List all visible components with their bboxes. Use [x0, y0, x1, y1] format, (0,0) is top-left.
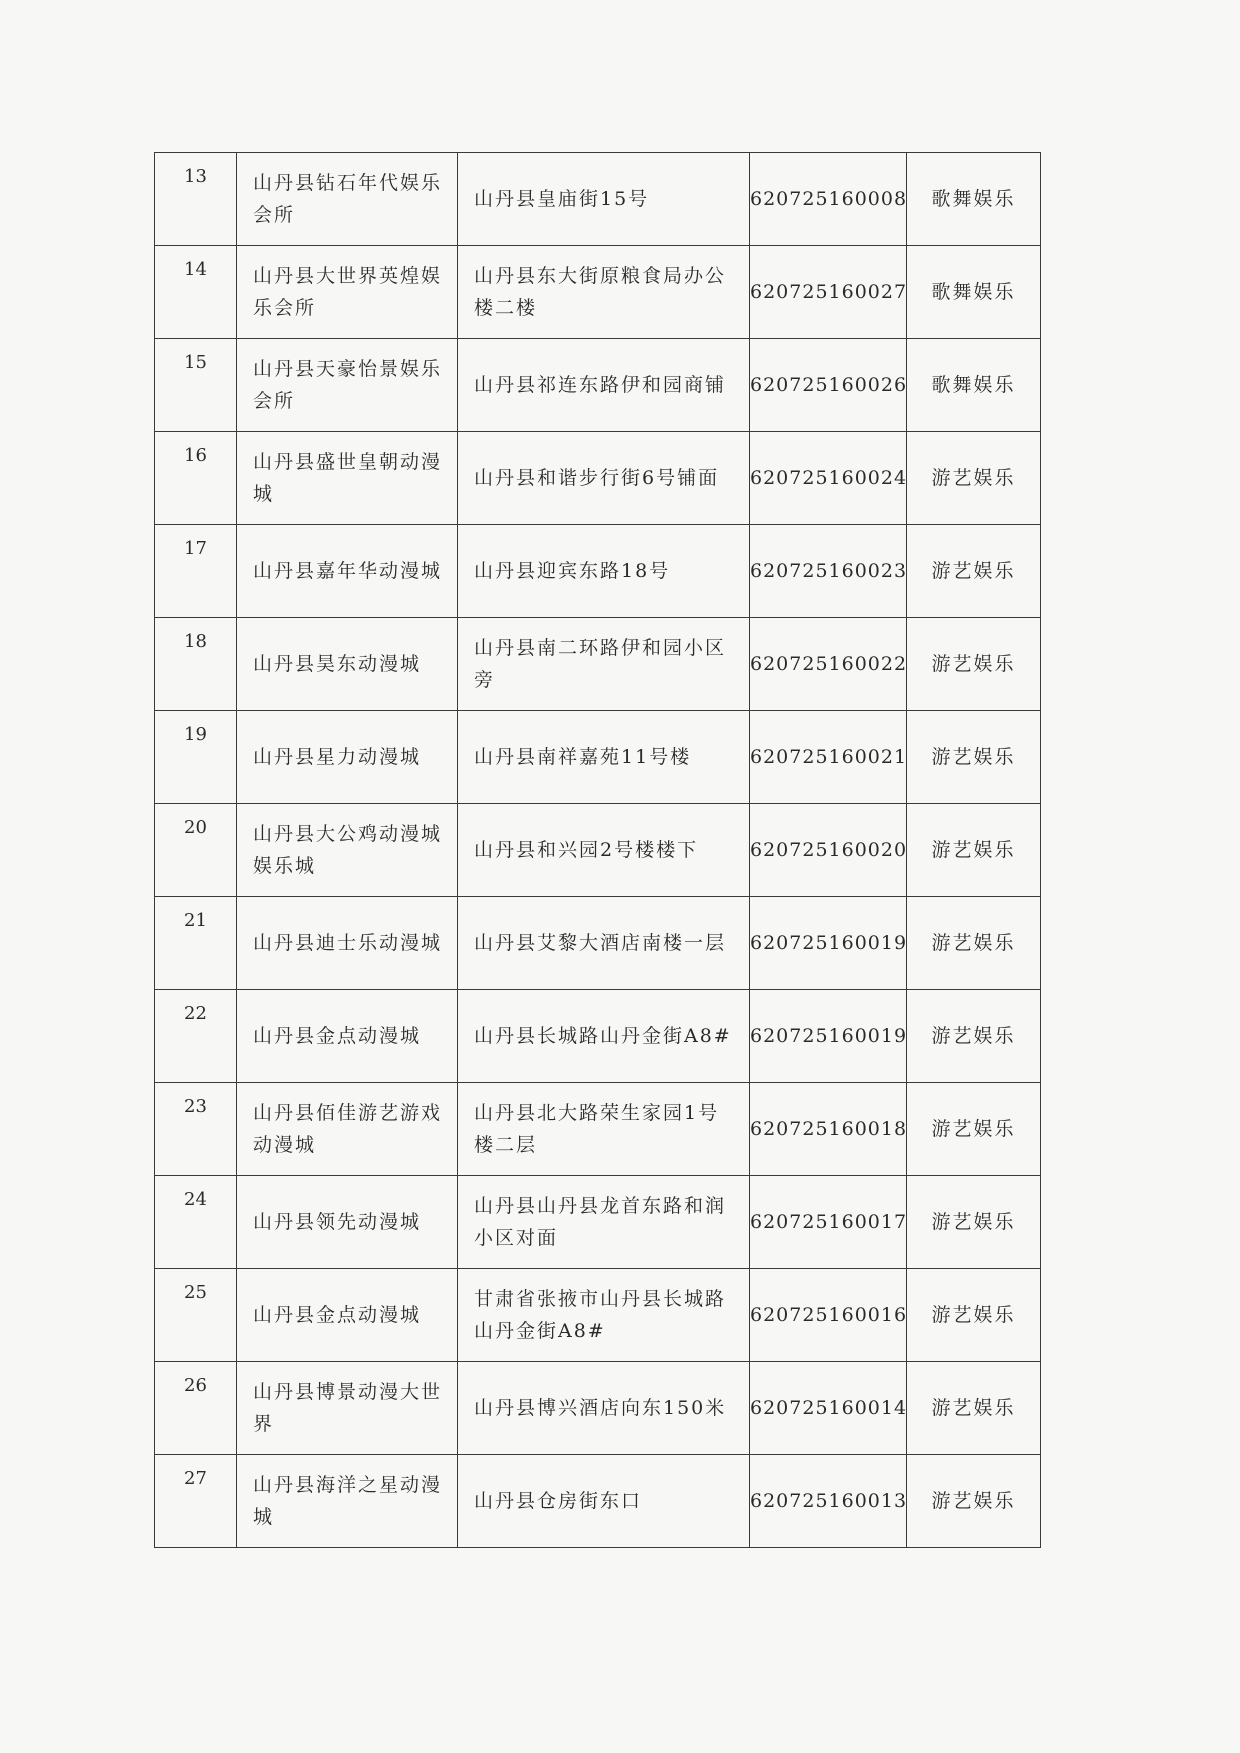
row-number-label: 20 [184, 817, 207, 838]
venue-registry-table [154, 152, 1041, 1548]
address-cell: 山丹县皇庙街15号 [458, 153, 750, 246]
address-cell: 山丹县迎宾东路18号 [458, 525, 750, 618]
row-number-label: 23 [184, 1096, 207, 1117]
address-cell: 山丹县长城路山丹金街A8# [458, 990, 750, 1083]
address-cell: 山丹县东大街原粮食局办公楼二楼 [458, 246, 750, 339]
address-cell: 甘肃省张掖市山丹县长城路山丹金街A8# [458, 1269, 750, 1362]
row-number [155, 897, 237, 990]
business-type-cell: 游艺娱乐 [907, 1176, 1041, 1269]
table-row [155, 246, 1041, 339]
license-code-cell: 620725160020 [750, 804, 907, 897]
row-number-label: 14 [184, 259, 207, 280]
row-number-label: 15 [184, 352, 207, 373]
row-number-label: 25 [184, 1282, 207, 1303]
table-row [155, 1362, 1041, 1455]
license-code-cell: 620725160026 [750, 339, 907, 432]
venue-name-cell: 山丹县博景动漫大世界 [237, 1362, 458, 1455]
venue-name-cell: 山丹县海洋之星动漫城 [237, 1455, 458, 1548]
venue-name-cell: 山丹县盛世皇朝动漫城 [237, 432, 458, 525]
row-number [155, 153, 237, 246]
address-cell: 山丹县仓房街东口 [458, 1455, 750, 1548]
business-type-cell: 游艺娱乐 [907, 1083, 1041, 1176]
venue-name-cell: 山丹县领先动漫城 [237, 1176, 458, 1269]
license-code-cell: 620725160019 [750, 990, 907, 1083]
row-number [155, 618, 237, 711]
row-number-label: 22 [184, 1003, 207, 1024]
row-number-label: 18 [184, 631, 207, 652]
address-cell: 山丹县山丹县龙首东路和润小区对面 [458, 1176, 750, 1269]
business-type-cell: 游艺娱乐 [907, 432, 1041, 525]
business-type-cell: 游艺娱乐 [907, 1455, 1041, 1548]
table-row [155, 1083, 1041, 1176]
row-number-label: 13 [184, 166, 207, 187]
table-row [155, 897, 1041, 990]
license-code-cell: 620725160014 [750, 1362, 907, 1455]
venue-name-cell: 山丹县嘉年华动漫城 [237, 525, 458, 618]
row-number [155, 432, 237, 525]
business-type-cell: 歌舞娱乐 [907, 246, 1041, 339]
table-row [155, 339, 1041, 432]
table-row [155, 990, 1041, 1083]
venue-name-cell: 山丹县昊东动漫城 [237, 618, 458, 711]
license-code-cell: 620725160023 [750, 525, 907, 618]
table-row [155, 804, 1041, 897]
business-type-cell: 歌舞娱乐 [907, 153, 1041, 246]
venue-name-cell: 山丹县金点动漫城 [237, 990, 458, 1083]
table-row [155, 432, 1041, 525]
venue-name-cell: 山丹县金点动漫城 [237, 1269, 458, 1362]
business-type-cell: 游艺娱乐 [907, 990, 1041, 1083]
license-code-cell: 620725160016 [750, 1269, 907, 1362]
row-number-label: 19 [184, 724, 207, 745]
license-code-cell: 620725160008 [750, 153, 907, 246]
venue-name-cell: 山丹县钻石年代娱乐会所 [237, 153, 458, 246]
license-code-cell: 620725160021 [750, 711, 907, 804]
table-row [155, 153, 1041, 246]
business-type-cell: 游艺娱乐 [907, 804, 1041, 897]
address-cell: 山丹县和兴园2号楼楼下 [458, 804, 750, 897]
license-code-cell: 620725160022 [750, 618, 907, 711]
address-cell: 山丹县和谐步行街6号铺面 [458, 432, 750, 525]
license-code-cell: 620725160017 [750, 1176, 907, 1269]
row-number-label: 24 [184, 1189, 207, 1210]
license-code-cell: 620725160019 [750, 897, 907, 990]
row-number-label: 17 [184, 538, 207, 559]
row-number [155, 1269, 237, 1362]
business-type-cell: 游艺娱乐 [907, 618, 1041, 711]
business-type-cell: 游艺娱乐 [907, 525, 1041, 618]
business-type-cell: 游艺娱乐 [907, 1269, 1041, 1362]
table-row [155, 525, 1041, 618]
row-number-label: 21 [184, 910, 207, 931]
row-number [155, 1362, 237, 1455]
row-number [155, 1455, 237, 1548]
row-number-label: 26 [184, 1375, 207, 1396]
business-type-cell: 歌舞娱乐 [907, 339, 1041, 432]
business-type-cell: 游艺娱乐 [907, 897, 1041, 990]
venue-name-cell: 山丹县星力动漫城 [237, 711, 458, 804]
license-code-cell: 620725160024 [750, 432, 907, 525]
row-number [155, 804, 237, 897]
table-row [155, 1269, 1041, 1362]
row-number-label: 16 [184, 445, 207, 466]
table-row [155, 1176, 1041, 1269]
license-code-cell: 620725160018 [750, 1083, 907, 1176]
table-body [155, 153, 1041, 1548]
address-cell: 山丹县艾黎大酒店南楼一层 [458, 897, 750, 990]
row-number [155, 1176, 237, 1269]
address-cell: 山丹县南祥嘉苑11号楼 [458, 711, 750, 804]
venue-name-cell: 山丹县大世界英煌娱乐会所 [237, 246, 458, 339]
license-code-cell: 620725160013 [750, 1455, 907, 1548]
row-number [155, 246, 237, 339]
row-number [155, 990, 237, 1083]
row-number [155, 711, 237, 804]
row-number-label: 27 [184, 1468, 207, 1489]
table-row [155, 618, 1041, 711]
row-number [155, 339, 237, 432]
venue-name-cell: 山丹县迪士乐动漫城 [237, 897, 458, 990]
address-cell: 山丹县博兴酒店向东150米 [458, 1362, 750, 1455]
table-row [155, 711, 1041, 804]
business-type-cell: 游艺娱乐 [907, 1362, 1041, 1455]
venue-name-cell: 山丹县佰佳游艺游戏动漫城 [237, 1083, 458, 1176]
table-row [155, 1455, 1041, 1548]
venue-name-cell: 山丹县大公鸡动漫城娱乐城 [237, 804, 458, 897]
row-number [155, 525, 237, 618]
address-cell: 山丹县祁连东路伊和园商铺 [458, 339, 750, 432]
row-number [155, 1083, 237, 1176]
address-cell: 山丹县南二环路伊和园小区旁 [458, 618, 750, 711]
business-type-cell: 游艺娱乐 [907, 711, 1041, 804]
address-cell: 山丹县北大路荣生家园1号楼二层 [458, 1083, 750, 1176]
venue-name-cell: 山丹县天豪怡景娱乐会所 [237, 339, 458, 432]
license-code-cell: 620725160027 [750, 246, 907, 339]
